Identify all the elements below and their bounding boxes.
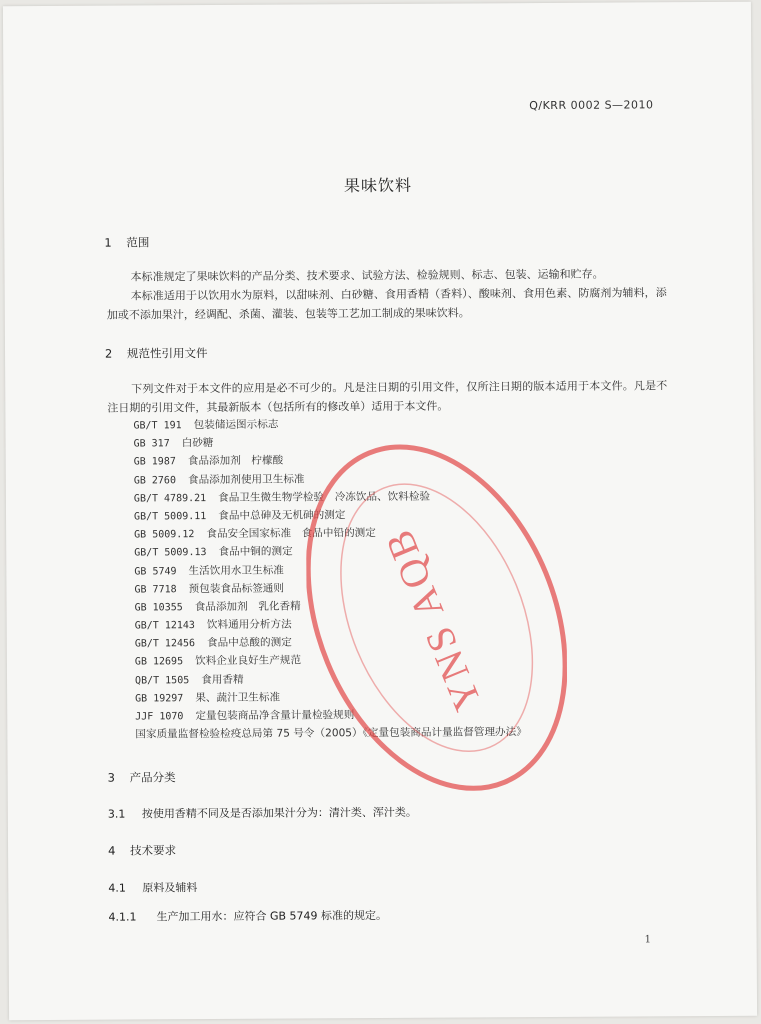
reference-code: GB/T 191 <box>133 420 182 432</box>
reference-title: 定量包装商品净含量计量检验规则 <box>195 709 355 723</box>
reference-title: 食品中总酸的测定 <box>206 636 292 650</box>
reference-code: GB 7718 <box>134 583 177 596</box>
reference-code: GB 5749 <box>134 565 177 578</box>
section-1-heading <box>104 234 149 250</box>
reference-item <box>135 632 527 653</box>
reference-code: JJF 1070 <box>135 711 184 723</box>
section-3-heading <box>108 769 176 785</box>
reference-title: 食用香精 <box>201 673 244 686</box>
reference-item <box>135 723 527 744</box>
section-title: 范围 <box>126 235 150 250</box>
reference-code: GB/T 12143 <box>134 620 195 632</box>
paragraph: 本标准适用于以饮用水为原料，以甜味剂、白砂糖、食用香精（香料）、酸味剂、食用色素、防腐剂为辅料，添加或不添加果汁，经调配、杀菌、灌装、包装等工艺加工制成的果味饮料。 <box>106 286 667 322</box>
reference-title: 饮料企业良好生产规范 <box>195 654 302 668</box>
reference-title: 白砂糖 <box>181 437 214 450</box>
reference-code: GB/T 5009.11 <box>133 510 207 523</box>
paragraph: 下列文件对于本文件的应用是必不可少的。凡是注日期的引用文件，仅所注日期的版本适用于本文件。凡是不注日期的引用文件，其最新版本（包括所有的修改单）适用于本文件。 <box>107 379 668 415</box>
section-title: 技术要求 <box>130 843 177 858</box>
reference-code: GB 19297 <box>135 693 184 705</box>
reference-title: 果、蔬汁卫生标准 <box>195 691 281 704</box>
section-1-body <box>107 264 667 324</box>
reference-code: GB 2760 <box>133 474 176 487</box>
reference-title: 饮料通用分析方法 <box>206 618 292 632</box>
reference-item <box>134 469 526 490</box>
reference-title: 食品中总砷及无机砷的测定 <box>218 509 346 522</box>
reference-item <box>135 596 527 617</box>
reference-code: GB 1987 <box>133 456 176 468</box>
reference-item <box>133 414 525 435</box>
clause-3-1 <box>108 804 417 822</box>
reference-title: 包装储运图示标志 <box>193 418 279 432</box>
clause-text: 按使用香精不同及是否添加果汁分为：清汁类、浑汁类。 <box>141 805 417 821</box>
reference-item <box>135 705 527 726</box>
reference-item <box>135 669 527 690</box>
reference-item <box>134 505 526 526</box>
clause-number: 4.1.1 <box>108 910 137 924</box>
reference-item <box>134 450 526 471</box>
section-number: 1 <box>104 235 112 250</box>
reference-title: 生活饮用水卫生标准 <box>188 564 284 577</box>
reference-title: 食品安全国家标准 食品中铅的测定 <box>206 527 376 541</box>
section-number: 2 <box>104 346 113 361</box>
clause-4-1-1 <box>108 907 387 925</box>
section-4-heading <box>108 842 176 858</box>
clause-title: 原料及辅料 <box>142 881 198 895</box>
clause-4-1 <box>108 879 197 896</box>
reference-item <box>134 432 526 453</box>
reference-list <box>133 414 526 744</box>
reference-item <box>135 651 527 672</box>
clause-number: 3.1 <box>107 807 126 821</box>
section-2-intro <box>107 376 667 417</box>
reference-code: GB/T 5009.13 <box>134 547 207 559</box>
reference-code: GB 10355 <box>134 602 183 614</box>
reference-item <box>135 687 527 708</box>
reference-code: GB 5009.12 <box>134 529 195 541</box>
reference-item <box>134 487 526 508</box>
paragraph: 本标准规定了果味饮料的产品分类、技术要求、试验方法、检验规则、标志、包装、运输和贮存。 <box>130 267 604 284</box>
reference-title: 食品卫生微生物学检验 冷冻饮品、饮料检验 <box>218 490 431 504</box>
reference-title: 预包装食品标签通则 <box>188 582 285 595</box>
reference-code: GB 317 <box>133 438 170 450</box>
standard-code: Q/KRR 0002 S—2010 <box>529 98 654 113</box>
section-number: 3 <box>107 770 115 785</box>
reference-title: 食品添加剂 柠檬酸 <box>187 454 284 468</box>
clause-text: 生产加工用水：应符合 GB 5749 标准的规定。 <box>156 908 388 924</box>
reference-code: GB/T 12456 <box>134 638 196 650</box>
clause-number: 4.1 <box>108 881 126 895</box>
reference-title: 食品添加剂 乳化香精 <box>194 600 301 614</box>
reference-code: GB/T 4789.21 <box>133 492 207 505</box>
reference-item <box>134 541 526 562</box>
section-number: 4 <box>108 843 116 858</box>
reference-code: QB/T 1505 <box>134 674 190 687</box>
reference-title: 国家质量监督检验检疫总局第 75 号令（2005）《定量包装商品计量监督管理办法》 <box>135 726 527 741</box>
reference-item <box>134 578 526 599</box>
reference-title: 食品添加剂使用卫生标准 <box>187 473 305 486</box>
reference-item <box>134 523 526 544</box>
section-2-heading <box>105 345 208 362</box>
reference-item <box>134 560 526 581</box>
reference-item <box>135 614 527 635</box>
document-title: 果味饮料 <box>343 175 413 196</box>
reference-title: 食品中铜的测定 <box>218 545 293 559</box>
reference-code: GB 12695 <box>134 656 184 668</box>
section-title: 产品分类 <box>129 770 176 785</box>
section-title: 规范性引用文件 <box>126 346 208 361</box>
page-number: 1 <box>644 934 652 946</box>
seal-text: YNS AQB <box>375 521 491 718</box>
document-page <box>3 2 757 1021</box>
